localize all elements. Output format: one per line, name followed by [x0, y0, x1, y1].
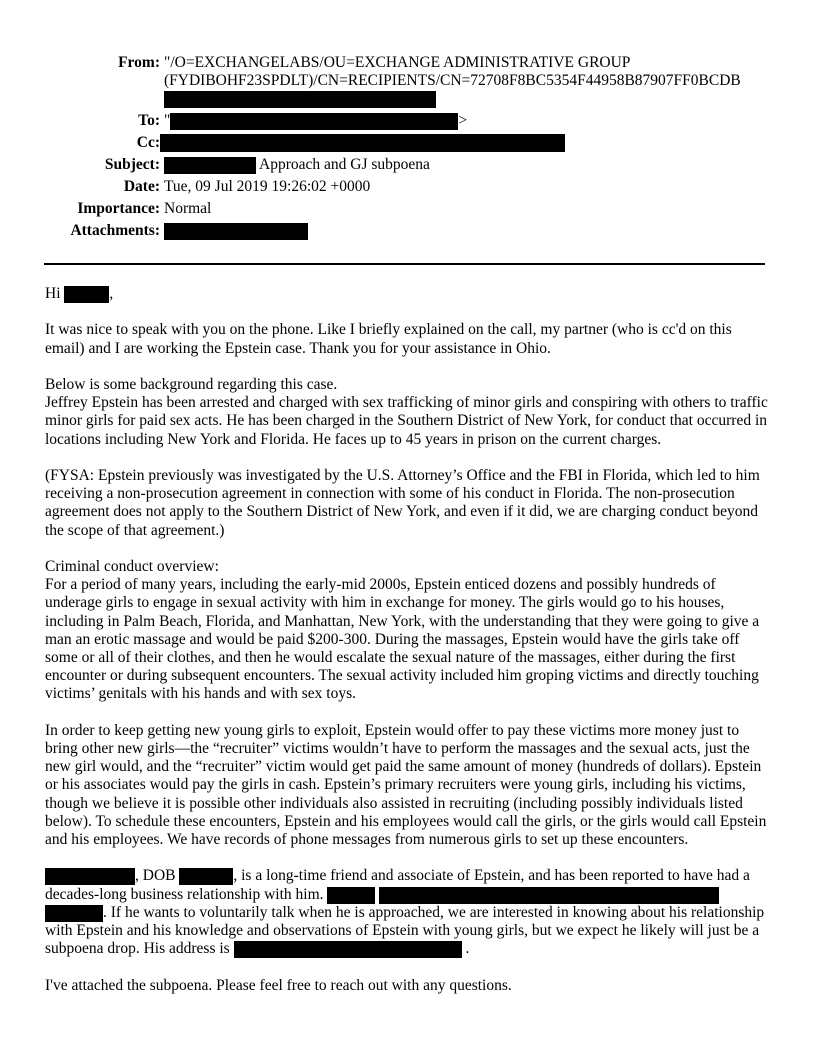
email-body — [45, 285, 770, 1013]
redaction-block — [179, 868, 233, 885]
to-prefix: " — [164, 112, 171, 129]
paragraph-text: , is a long-time friend and associate of Epstein, and has been reported to have had a decades-long business relationship with him. — [45, 867, 750, 903]
paragraph: (FYSA: Epstein previously was investigated by the U.S. Attorney’s Office and the FBI in Florida, which led to him receiving a non-prosecution agreement in connection with some of his conduct in Florida. The non-prosecution agreement does not apply to the Southern District of New York, and even if it did, we are charging conduct beyond the scope of that agreement.) — [45, 466, 760, 539]
subject-value — [164, 156, 430, 174]
redaction-block — [234, 941, 462, 958]
paragraph: In order to keep getting new young girls to exploit, Epstein would offer to pay these victims more money just to bring other new girls—the “recruiter” victims wouldn’t have to perform the massages and the sexual acts, just the new girl would, and the “recruiter” victim would get paid the same amount of money (hundreds of dollars). Epstein or his associates would pay the girls in cash. Epstein’s primary recruiters were young girls, including his victims, though we believe it is possible other individuals also assisted in recruiting (including possibly individuals listed below). To schedule these encounters, Epstein and his employees would call the girls, or the girls would call Epstein and his employees. We have records of phone messages from numerous girls to set up these encounters. — [45, 721, 767, 849]
cc-label: Cc: — [136, 134, 160, 151]
date-label: Date: — [123, 178, 160, 195]
paragraph-text: . If he wants to voluntarily talk when he is approached, we are interested in knowing about his relationship with Epstein and his knowledge and observations of Epstein with young girls, but we expect he likely will just be a subpoena drop. His address is — [45, 903, 765, 958]
redaction-block — [327, 887, 375, 904]
redaction-block — [379, 887, 719, 904]
from-label: From: — [118, 54, 160, 71]
paragraph-text: For a period of many years, including the early-mid 2000s, Epstein enticed dozens and possibly hundreds of underage girls to engage in sexual activity with him in exchange for money. The girls would go to his houses, including in Palm Beach, Florida, and Manhattan, New York, with the understanding that they were going to give a man an erotic massage and would be paid $200-300. During the massages, Epstein would have the girls take off some or all of their clothes, and then he would escalate the sexual nature of the massages, either during the first encounter or during subsequent encounters. The sexual activity included him groping victims and directly touching victims’ genitals with his hands and with sex toys. — [45, 576, 760, 703]
redaction-block — [64, 286, 109, 303]
paragraph — [45, 376, 770, 449]
subject-label: Subject: — [104, 156, 160, 173]
redaction-block — [45, 868, 135, 885]
cc-value — [160, 134, 565, 152]
paragraph-text: , DOB — [135, 867, 176, 885]
to-value — [164, 112, 467, 130]
to-suffix: > — [458, 112, 468, 129]
redaction-block — [170, 113, 458, 130]
greeting-prefix: Hi — [45, 285, 61, 302]
paragraph — [45, 558, 770, 704]
header-divider — [44, 263, 765, 265]
redaction-block — [164, 223, 308, 240]
greeting — [45, 285, 770, 303]
paragraph: It was nice to speak with you on the phone. Like I briefly explained on the call, my partner (who is cc'd on this email) and I are working the Epstein case. Thank you for your assistance in Ohio. — [45, 321, 732, 357]
redaction-block — [45, 905, 103, 922]
to-label: To: — [138, 112, 160, 129]
importance-value: Normal — [164, 200, 212, 217]
attachments-label: Attachments: — [70, 222, 160, 239]
paragraph-text: . — [465, 940, 470, 958]
from-value-line2: (FYDIBOHF23SPDLT)/CN=RECIPIENTS/CN=72708F8BC5354F44958B87907FF0BCDB — [164, 72, 741, 89]
greeting-suffix: , — [109, 285, 114, 302]
paragraph-heading: Criminal conduct overview: — [45, 557, 219, 575]
paragraph-heading: Below is some background regarding this case. — [45, 375, 338, 393]
from-redaction-row — [164, 90, 436, 108]
redaction-block — [160, 134, 565, 152]
paragraph: I've attached the subpoena. Please feel free to reach out with any questions. — [45, 976, 512, 994]
paragraph-text: Jeffrey Epstein has been arrested and charged with sex trafficking of minor girls and conspiring with others to traffic minor girls for paid sex acts. He has been charged in the Southern District of New York, for conduct that occurred in locations including New York and Florida. He faces up to 45 years in prison on the current charges. — [45, 394, 768, 448]
from-value-line1: "/O=EXCHANGELABS/OU=EXCHANGE ADMINISTRATIVE GROUP — [164, 54, 631, 71]
importance-label: Importance: — [77, 200, 160, 217]
paragraph — [45, 867, 770, 958]
date-value: Tue, 09 Jul 2019 19:26:02 +0000 — [164, 178, 371, 195]
attachments-value — [164, 222, 308, 240]
redaction-block — [164, 157, 256, 174]
subject-text: Approach and GJ subpoena — [259, 156, 430, 173]
redaction-block — [164, 91, 436, 108]
